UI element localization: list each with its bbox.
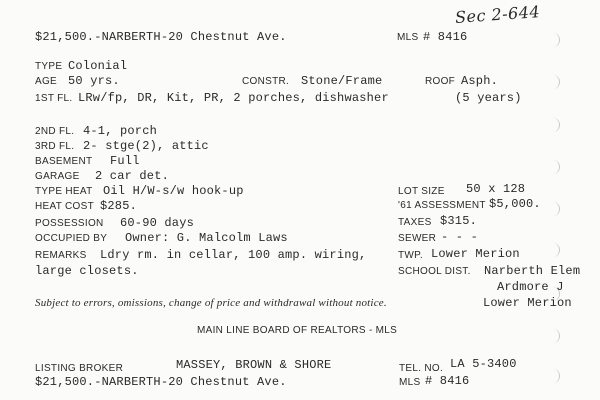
binder-hole: [551, 202, 560, 216]
roof-label: ROOF: [425, 76, 456, 87]
second-floor-label: 2ND FL.: [35, 126, 75, 137]
type-heat-label: TYPE HEAT: [35, 186, 93, 197]
footer-mls-number: # 8416: [425, 374, 470, 388]
header-price-location: $21,500.-NARBERTH-20 Chestnut Ave.: [35, 30, 287, 44]
binder-hole: [551, 369, 560, 383]
third-floor-label: 3RD FL.: [35, 141, 75, 152]
occupied-by-value: Owner: G. Malcolm Laws: [125, 231, 288, 245]
school-dist-line-2: Ardmore J: [497, 280, 564, 294]
remarks-line-2: large closets.: [35, 264, 139, 278]
footer-mls-label: MLS: [399, 377, 421, 388]
constr-value: Stone/Frame: [301, 74, 383, 88]
remarks-line-1: Ldry rm. in cellar, 100 amp. wiring,: [100, 248, 367, 262]
school-dist-line-1: Narberth Elem: [484, 264, 581, 278]
basement-value: Full: [110, 154, 140, 168]
binder-hole: [551, 118, 560, 132]
binder-hole: [551, 329, 560, 343]
header-mls-label: MLS: [397, 32, 419, 43]
first-floor-note: (5 years): [455, 91, 522, 105]
possession-label: POSSESSION: [35, 218, 104, 229]
garage-label: GARAGE: [35, 171, 80, 182]
third-floor-value: 2- stge(2), attic: [83, 139, 209, 153]
remarks-label: REMARKS: [35, 250, 87, 261]
basement-label: BASEMENT: [35, 156, 93, 167]
first-floor-value: LRw/fp, DR, Kit, PR, 2 porches, dishwasher: [78, 91, 389, 105]
first-floor-label: 1ST FL.: [35, 93, 73, 104]
binder-hole: [551, 75, 560, 89]
second-floor-value: 4-1, porch: [83, 124, 158, 138]
possession-value: 60-90 days: [120, 216, 195, 230]
board-name: MAIN LINE BOARD OF REALTORS - MLS: [197, 325, 398, 336]
lot-size-label: LOT SIZE: [398, 186, 445, 197]
tel-label: TEL. NO.: [399, 363, 444, 374]
age-label: AGE: [35, 76, 58, 87]
school-dist-label: SCHOOL DIST.: [398, 266, 471, 277]
listing-broker-label: LISTING BROKER: [35, 363, 124, 374]
type-heat-value: Oil H/W-s/w hook-up: [103, 184, 244, 198]
handwritten-note: Sec 2-644: [454, 2, 541, 27]
binder-hole: [551, 243, 560, 257]
taxes-value: $315.: [440, 214, 478, 228]
age-value: 50 yrs.: [68, 74, 120, 88]
heat-cost-label: HEAT COST: [35, 201, 95, 212]
occupied-by-label: OCCUPIED BY: [35, 233, 108, 244]
garage-value: 2 car det.: [95, 169, 170, 183]
assessment-value: $5,000.: [489, 197, 541, 211]
heat-cost-value: $285.: [100, 199, 138, 213]
disclaimer: Subject to errors, omissions, change of price and withdrawal without notice.: [35, 297, 387, 309]
sewer-label: SEWER: [398, 233, 437, 244]
binder-hole: [551, 33, 560, 47]
lot-size-value: 50 x 128: [466, 182, 526, 196]
taxes-label: TAXES: [398, 217, 432, 228]
footer-price-location: $21,500.-NARBERTH-20 Chestnut Ave.: [35, 375, 287, 389]
header-mls-number: # 8416: [423, 30, 468, 44]
binder-hole: [551, 160, 560, 174]
sewer-value: - - -: [441, 230, 479, 244]
tel-value: LA 5-3400: [450, 357, 517, 371]
listing-broker-value: MASSEY, BROWN & SHORE: [176, 358, 332, 372]
twp-label: TWP.: [398, 250, 423, 261]
type-label: TYPE: [35, 61, 63, 72]
assessment-label: '61 ASSESSMENT: [398, 200, 486, 211]
school-dist-line-3: Lower Merion: [483, 296, 572, 310]
roof-value: Asph.: [461, 74, 499, 88]
type-value: Colonial: [68, 59, 128, 73]
constr-label: CONSTR.: [242, 76, 290, 87]
twp-value: Lower Merion: [431, 247, 520, 261]
